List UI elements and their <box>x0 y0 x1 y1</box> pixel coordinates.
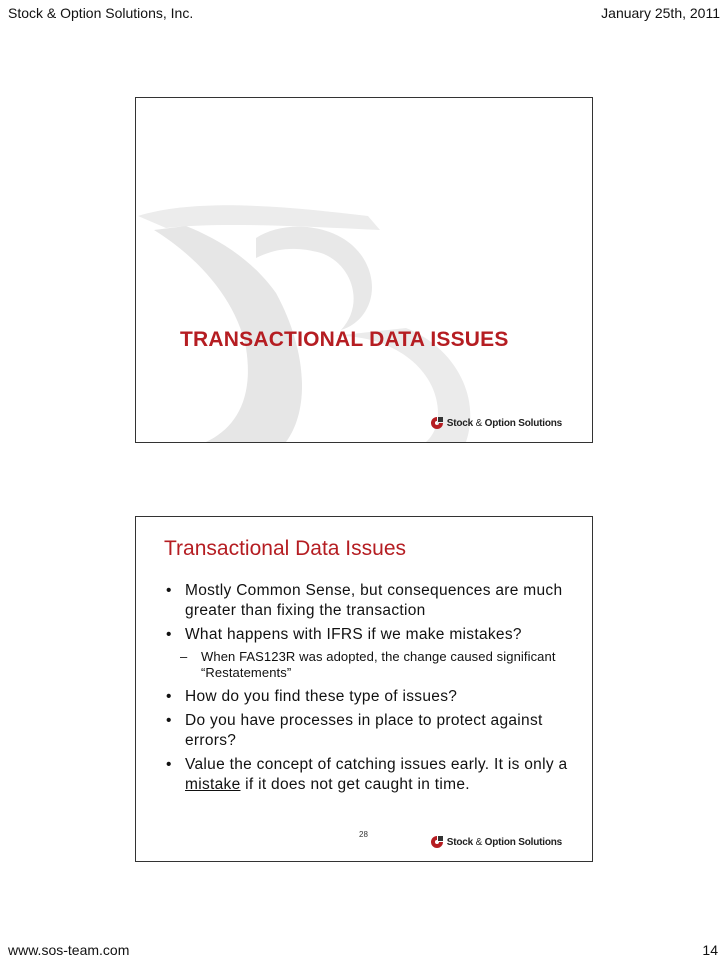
bullet-item: • How do you find these type of issues? <box>166 688 458 705</box>
header-date: January 25th, 2011 <box>601 5 720 21</box>
bullet-item: • Mostly Common Sense, but consequences are much greater than fixing the transaction <box>166 582 563 619</box>
sub-bullet-item: – When FAS123R was adopted, the change caused significant “Restatements” <box>180 649 556 680</box>
footer-page-number: 14 <box>702 942 718 958</box>
footer-website: www.sos-team.com <box>8 942 130 958</box>
bullet-list <box>164 581 574 799</box>
slide-content <box>135 516 593 862</box>
sos-logo-icon <box>431 836 443 848</box>
bullet-item: • What happens with IFRS if we make mistakes? <box>166 626 522 643</box>
slide-title-text: TRANSACTIONAL DATA ISSUES <box>180 328 509 351</box>
slide-title <box>135 97 593 443</box>
logo-label: Stock & Option Solutions <box>446 836 562 848</box>
bullet-item: • Do you have processes in place to protect against errors? <box>166 712 543 749</box>
logo-label: Stock & Option Solutions <box>446 417 562 429</box>
bullet-item: • Value the concept of catching issues early. It is only a mistake if it does not get caught in time. <box>166 756 568 793</box>
slide2-title: Transactional Data Issues <box>164 537 407 560</box>
sos-logo <box>431 417 562 429</box>
sos-logo <box>431 836 562 848</box>
header-company: Stock & Option Solutions, Inc. <box>8 5 194 21</box>
watermark-s-logo <box>136 98 592 442</box>
slide-number: 28 <box>359 830 368 839</box>
sos-logo-icon <box>431 417 443 429</box>
